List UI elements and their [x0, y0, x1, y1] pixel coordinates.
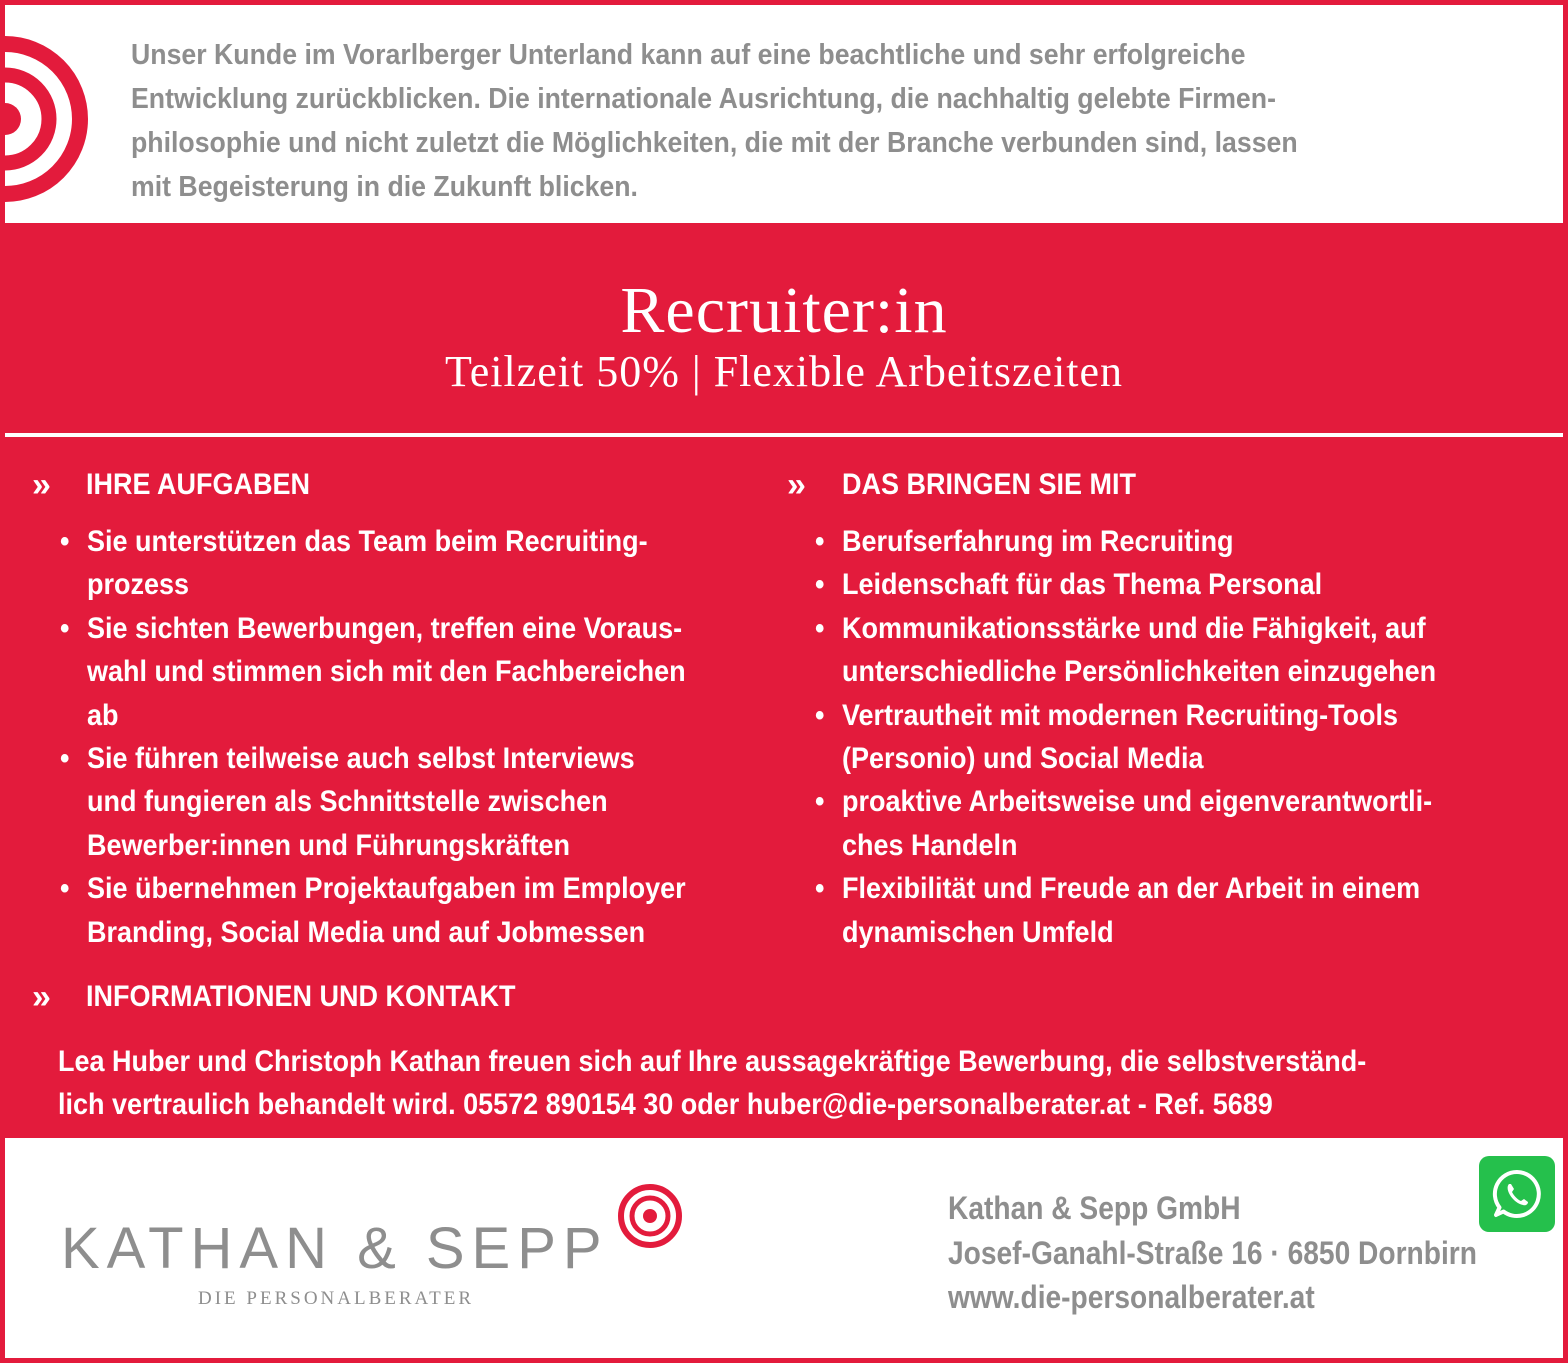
- list-item-text: Sie unterstützen das Team beim Recruiting- prozess: [87, 525, 648, 602]
- tasks-list: [60, 520, 758, 954]
- bullet-icon: •: [60, 611, 70, 645]
- bullet-icon: •: [815, 872, 825, 906]
- chevron-marker-icon: »: [32, 466, 51, 504]
- list-item: [60, 867, 758, 954]
- chevron-marker-icon: »: [32, 978, 51, 1016]
- bullet-icon: •: [815, 698, 825, 732]
- list-item-text: Sie sichten Bewerbungen, treffen eine Voraus- wahl und stimmen sich mit den Fachbereichen ab: [87, 611, 686, 732]
- profile-list: [815, 520, 1549, 954]
- footer: [5, 1138, 1563, 1358]
- list-item-text: Sie führen teilweise auch selbst Interviews und fungieren als Schnittstelle zwischen Bewerber:innen und Führungskräften: [87, 742, 635, 862]
- company-name: Kathan & Sepp GmbH: [948, 1190, 1241, 1226]
- list-item: [815, 520, 1549, 563]
- list-item: [60, 737, 758, 867]
- list-item-text: Flexibilität und Freude an der Arbeit in einem dynamischen Umfeld: [842, 872, 1421, 949]
- target-arcs-icon: [5, 29, 95, 209]
- job-subtitle: Teilzeit 50% | Flexible Arbeitszeiten: [444, 347, 1124, 396]
- website-link[interactable]: www.die-personalberater.at: [948, 1279, 1315, 1315]
- whatsapp-icon[interactable]: [1479, 1156, 1555, 1232]
- bullet-icon: •: [815, 568, 825, 602]
- job-title: Recruiter:in: [620, 274, 948, 347]
- street-address: Josef-Ganahl-Straße 16 · 6850 Dornbirn: [948, 1234, 1477, 1271]
- bullet-icon: •: [60, 525, 70, 558]
- list-item-text: Leidenschaft für das Thema Personal: [842, 568, 1323, 602]
- company-address: [948, 1186, 1477, 1320]
- profile-heading: DAS BRINGEN SIE MIT: [842, 468, 1137, 501]
- list-item: [60, 520, 758, 607]
- tasks-heading: IHRE AUFGABEN: [86, 468, 311, 501]
- bullet-icon: •: [60, 742, 70, 776]
- list-item: [60, 607, 758, 737]
- bullet-icon: •: [815, 611, 825, 645]
- intro-text: Unser Kunde im Vorarlberger Unterland kann auf eine beachtliche und sehr erfolgreiche Entwicklung zurückblicken. Die internationale Ausrichtung, die nachhaltig gelebte Firmen- philosophie und nicht zuletzt die Möglichkeiten, die mit der Branche verbunden sind, lassen mit Begeisterung in die Zukunft blicken.: [131, 39, 1298, 203]
- target-logo-icon: [617, 1183, 683, 1249]
- list-item: [815, 694, 1549, 781]
- list-item-text: Berufserfahrung im Recruiting: [842, 525, 1234, 558]
- list-item: [815, 607, 1549, 694]
- list-item-text: Kommunikationsstärke und die Fähigkeit, auf unterschiedliche Persönlichkeiten einzugehen: [842, 611, 1437, 689]
- list-item: [815, 780, 1549, 867]
- list-item: [815, 867, 1549, 954]
- list-item-text: Vertrautheit mit modernen Recruiting-Tools (Personio) und Social Media: [842, 698, 1399, 776]
- main-section: [5, 223, 1563, 1138]
- bullet-icon: •: [815, 525, 825, 558]
- chevron-marker-icon: »: [787, 466, 806, 504]
- whatsapp-glyph-icon: [1490, 1167, 1544, 1221]
- contact-text: Lea Huber und Christoph Kathan freuen sich auf Ihre aussagekräftige Bewerbung, die selbstverständ- lich vertraulich behandelt wird. 05572 890154 30 oder huber@die-personalberater.at - Ref. 5689: [58, 1045, 1367, 1122]
- bullet-icon: •: [815, 785, 825, 819]
- intro-section: [5, 5, 1563, 223]
- divider: [5, 433, 1563, 437]
- list-item-text: Sie übernehmen Projektaufgaben im Employer Branding, Social Media und auf Jobmessen: [87, 872, 686, 949]
- contact-heading: INFORMATIONEN UND KONTAKT: [86, 980, 516, 1013]
- bullet-icon: •: [60, 872, 70, 906]
- list-item: [815, 563, 1549, 606]
- company-logo: KATHAN & SEPP: [61, 1216, 609, 1281]
- logo-tagline: DIE PERSONALBERATER: [198, 1288, 475, 1309]
- list-item-text: proaktive Arbeitsweise und eigenverantwortli- ches Handeln: [842, 785, 1433, 862]
